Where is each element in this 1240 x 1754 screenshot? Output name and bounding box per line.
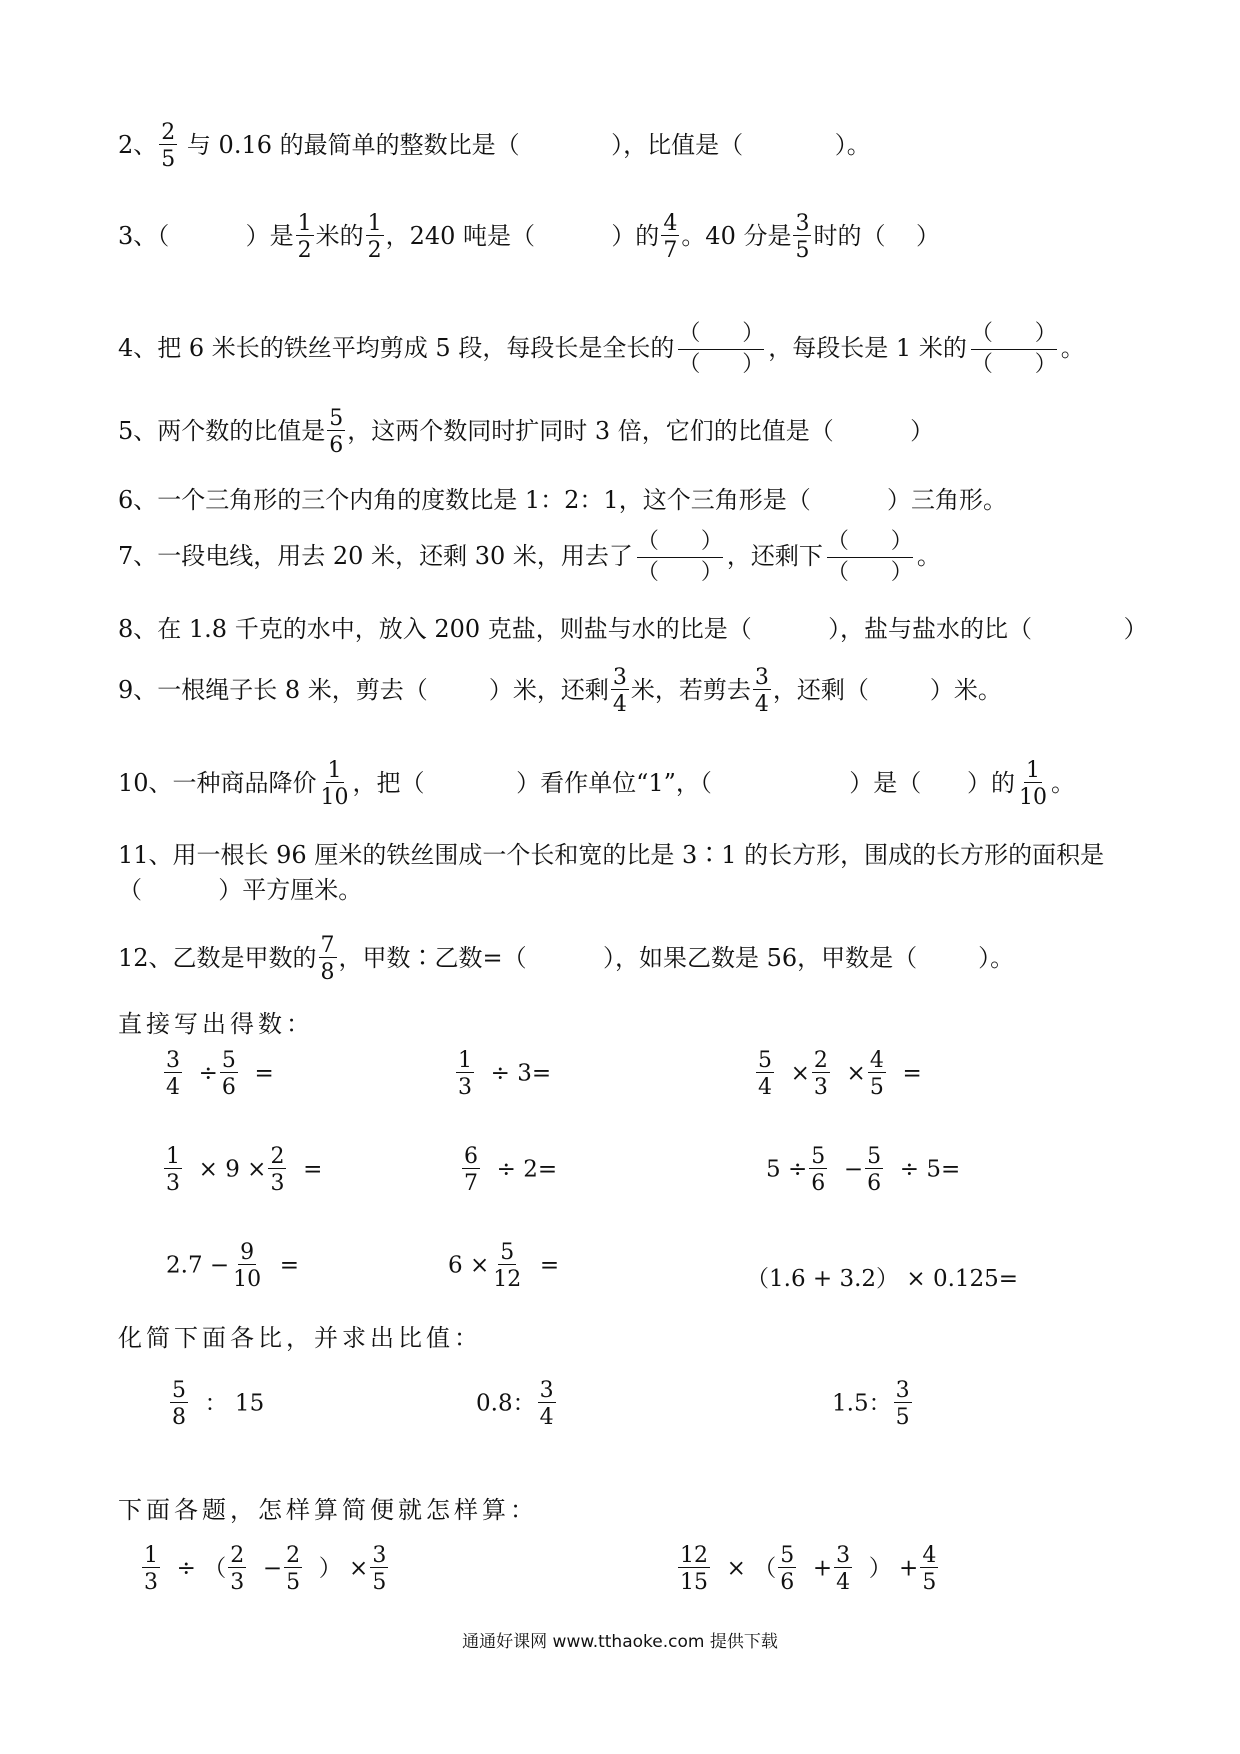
question-text: 。 [1051,769,1076,797]
question-text: ）三角形。 [887,486,1008,514]
question-10 [118,760,1075,809]
fraction [778,1545,796,1594]
fraction [611,667,629,716]
fraction [220,1050,238,1099]
question-text: ）。 [834,131,871,159]
numerator: 3 [539,1378,554,1403]
fraction [327,408,345,457]
calc-item [454,1050,551,1099]
denominator: 2 [297,238,312,263]
fraction [868,1050,886,1099]
expression-rest: 0.8： [476,1390,536,1417]
denominator: 4 [539,1405,554,1430]
denominator: 10 [233,1267,262,1292]
equals: = [254,1060,274,1087]
ratio-item [832,1380,914,1429]
answer-blank[interactable] [885,222,916,250]
numerator: 1 [166,1144,180,1169]
operator: ÷ [198,1060,218,1087]
numerator: 2 [161,120,176,145]
question-7 [118,531,941,584]
denominator: 4 [754,692,769,717]
expression-rest: × （ [726,1555,777,1582]
numerator: 3 [895,1378,910,1403]
question-text: 6、一个三角形的三个内角的度数比是 1：2：1，这个三角形是（ [118,486,811,514]
fraction [809,1146,827,1195]
question-text: 。 [916,542,941,570]
answer-blank[interactable] [811,486,887,514]
fraction [164,1050,182,1099]
fraction [319,760,351,809]
question-text: 4、把 6 米长的铁丝平均剪成 5 段，每段长是全长的 [118,334,675,362]
denominator: 4 [612,692,627,717]
numerator: 2 [286,1543,301,1568]
denominator: 5 [286,1570,301,1595]
equals: = [303,1156,323,1183]
denominator: 10 [1019,785,1048,810]
numerator: 3 [612,665,627,690]
denominator: 5 [922,1570,937,1595]
answer-blank[interactable] [834,417,910,445]
question-text: ）是 [245,222,294,250]
calc-item [460,1146,557,1195]
answer-blank[interactable] [527,944,603,972]
numerator: 1 [458,1048,472,1073]
fraction [296,213,314,262]
question-text: ，每段长是 1 米的 [768,334,967,362]
calc-item [766,1146,960,1195]
answer-blank[interactable] [921,769,967,797]
denominator: 8 [320,960,335,985]
numerator: 9 [240,1240,255,1265]
question-2 [118,122,871,171]
denominator: 5 [895,1405,910,1430]
denominator: 6 [780,1570,795,1595]
question-text: ） [916,222,940,250]
denominator: 6 [329,433,344,458]
numerator: 5 [780,1543,795,1568]
question-number: 3、（ [118,222,170,250]
operator: × [790,1060,810,1087]
question-text: ），如果乙数是 56，甲数是（ [602,944,918,972]
calc-item [166,1242,299,1291]
section-heading-direct-calc: 直接写出得数： [118,1010,314,1038]
numerator: 3 [754,665,769,690]
blank-fraction[interactable] [637,531,723,584]
question-text: ）米。 [929,676,1002,704]
question-6 [118,480,1007,515]
numerator: 5 [172,1378,186,1403]
answer-blank[interactable] [1032,615,1124,643]
simplify-item [140,1545,390,1594]
question-text: 米的 [315,222,364,250]
fraction [370,1545,388,1594]
section-heading-ratio: 化简下面各比，并求出比值： [118,1324,482,1352]
question-text: ，还剩（ [772,676,869,704]
numerator: 12 [680,1543,708,1568]
denominator: 3 [230,1570,245,1595]
ratio-item [476,1380,558,1429]
question-11 [118,835,1104,870]
numerator: 1 [367,211,382,236]
denominator: 4 [166,1075,180,1100]
expression-rest: ） + [868,1555,919,1582]
simplify-item [676,1545,940,1594]
equals: = [279,1252,300,1279]
blank-numerator[interactable]: （ ） [678,323,764,350]
question-number: 2、 [118,131,158,159]
numerator: 2 [230,1543,245,1568]
equals: = [539,1252,560,1279]
denominator: 3 [144,1570,158,1595]
denominator: 7 [464,1171,478,1196]
answer-blank[interactable] [752,615,828,643]
question-text: 5、两个数的比值是 [118,417,326,445]
calc-item [162,1050,274,1099]
answer-blank[interactable] [169,222,245,250]
question-text: ）米，还剩 [488,676,609,704]
expression-rest: 5 ÷ [766,1156,808,1183]
section-heading-simplify: 下面各题，怎样算简便就怎样算： [118,1496,538,1524]
fraction [661,213,679,262]
question-text: ，这两个数同时扩同时 3 倍，它们的比值是（ [347,417,834,445]
numerator: 5 [811,1144,826,1169]
denominator: 6 [221,1075,236,1100]
numerator: 1 [144,1543,158,1568]
answer-blank[interactable] [425,769,517,797]
expression-rest: 6 × [448,1252,490,1279]
numerator: 3 [372,1543,387,1568]
expression-rest: ÷ 2= [496,1156,558,1183]
question-text: 时的（ [813,222,886,250]
calc-item [162,1146,322,1195]
numerator: 4 [663,211,678,236]
numerator: 1 [1026,758,1041,783]
calc-item [448,1242,559,1291]
question-text: ） [1123,615,1148,643]
question-text: ）的 [611,222,660,250]
question-text: ）看作单位“1”，（ [516,769,712,797]
fraction [284,1545,302,1594]
fraction [231,1242,263,1291]
calc-item [746,1260,1018,1293]
denominator: 3 [166,1171,180,1196]
denominator: 6 [811,1171,826,1196]
denominator: 6 [867,1171,882,1196]
question-text: ），比值是（ [611,131,744,159]
answer-blank[interactable] [743,131,835,159]
numerator: 5 [329,406,344,431]
denominator: 15 [680,1570,708,1595]
question-text: ）是（ [849,769,922,797]
answer-blank[interactable] [520,131,612,159]
expression-rest: ） × [318,1555,369,1582]
fraction [366,213,384,262]
numerator: 3 [166,1048,180,1073]
expression-rest: ÷ 5= [899,1156,961,1183]
fraction [462,1146,480,1195]
answer-blank[interactable] [428,676,489,704]
denominator: 4 [758,1075,772,1100]
operator: × [846,1060,866,1087]
fraction [920,1545,938,1594]
question-5 [118,408,934,457]
calc-item [754,1050,922,1099]
denominator: 5 [161,147,176,172]
blank-denominator[interactable]: （ ） [826,560,913,585]
fraction [268,1146,286,1195]
question-9 [118,667,1002,716]
fraction [865,1146,883,1195]
blank-denominator[interactable]: （ ） [970,352,1057,377]
numerator: 1 [297,211,312,236]
numerator: 5 [758,1048,772,1073]
numerator: 3 [795,211,810,236]
blank-fraction[interactable] [971,323,1057,376]
denominator: 4 [836,1570,851,1595]
question-8 [118,609,1148,644]
question-text: 11、用一根长 96 厘米的铁丝围成一个长和宽的比是 3∶1 的长方形，围成的长方形的面积是 [118,841,1105,869]
fraction [753,667,771,716]
answer-blank[interactable]: （ ）平方厘米。 [118,876,363,904]
fraction [538,1380,556,1429]
denominator: 3 [458,1075,472,1100]
numerator: 2 [813,1048,828,1073]
question-text: 7、一段电线，用去 20 米，还剩 30 米，用去了 [118,542,633,570]
answer-blank[interactable] [535,222,611,250]
question-text: 9、一根绳子长 8 米，剪去（ [118,676,428,704]
answer-blank[interactable] [869,676,930,704]
expression-rest: ÷ （ [176,1555,227,1582]
question-text: ，甲数∶乙数=（ [338,944,527,972]
fraction [456,1050,474,1099]
question-text: 米，若剪去 [630,676,751,704]
question-text: 8、在 1.8 千克的水中，放入 200 克盐，则盐与水的比是（ [118,615,752,643]
question-12 [118,935,1014,984]
denominator: 7 [663,238,678,263]
numerator: 1 [327,758,342,783]
fraction [159,122,177,171]
question-text: ，240 吨是（ [385,222,536,250]
question-text: ），盐与盐水的比（ [828,615,1033,643]
question-4 [118,323,1085,376]
expression-rest: 1.5： [832,1390,892,1417]
fraction [142,1545,160,1594]
denominator: 5 [869,1075,884,1100]
numerator: 5 [221,1048,236,1073]
fraction [834,1545,852,1594]
denominator: 10 [320,785,349,810]
denominator: 5 [795,238,810,263]
question-text: 。40 分是 [681,222,792,250]
expression-rest: 2.7 − [166,1252,230,1279]
numerator: 4 [869,1048,884,1073]
question-text: ） [910,417,935,445]
blank-denominator[interactable]: （ ） [636,560,723,585]
denominator: 5 [372,1570,387,1595]
fraction [170,1380,188,1429]
operator: − [262,1555,283,1582]
ratio-item [168,1380,264,1429]
question-11-cont [118,870,362,905]
question-text: ，把（ [352,769,425,797]
blank-denominator[interactable]: （ ） [678,352,765,377]
denominator: 12 [493,1267,522,1292]
blank-fraction[interactable] [678,323,764,376]
numerator: 3 [836,1543,851,1568]
question-text: 10、一种商品降价 [118,769,317,797]
expression-rest: ： 15 [204,1390,265,1417]
expression-rest: × 9 × [198,1156,267,1183]
denominator: 3 [813,1075,828,1100]
denominator: 2 [367,238,382,263]
blank-fraction[interactable] [827,531,913,584]
numerator: 5 [500,1240,515,1265]
operator: + [812,1555,833,1582]
operator: − [843,1156,864,1183]
question-text: 。 [1060,334,1085,362]
question-text: 12、乙数是甲数的 [118,944,317,972]
question-text: ）。 [978,944,1015,972]
question-text: ）的 [967,769,1016,797]
fraction [756,1050,774,1099]
expression-rest: ÷ 3= [490,1060,552,1087]
denominator: 8 [172,1405,186,1430]
question-text: ，还剩下 [726,542,823,570]
fraction [1017,760,1049,809]
fraction [894,1380,912,1429]
fraction [812,1050,830,1099]
fraction [678,1545,710,1594]
numerator: 6 [464,1144,478,1169]
equals: = [902,1060,922,1087]
fraction [164,1146,182,1195]
question-text: 与 0.16 的最简单的整数比是（ [186,131,520,159]
blank-numerator[interactable]: （ ） [637,531,723,558]
footer-credit: 通通好课网 www.tthaoke.com 提供下载 [462,1632,778,1652]
fraction [228,1545,246,1594]
numerator: 7 [320,933,335,958]
answer-blank[interactable] [917,944,978,972]
numerator: 2 [270,1144,285,1169]
numerator: 5 [867,1144,882,1169]
fraction [793,213,811,262]
fraction [491,1242,523,1291]
blank-numerator[interactable]: （ ） [827,531,913,558]
answer-blank[interactable] [712,769,849,797]
blank-numerator[interactable]: （ ） [971,323,1057,350]
question-3 [118,213,940,262]
fraction [319,935,337,984]
numerator: 4 [922,1543,937,1568]
denominator: 3 [270,1171,285,1196]
expression-rest: （1.6 + 3.2） × 0.125= [746,1266,1019,1292]
